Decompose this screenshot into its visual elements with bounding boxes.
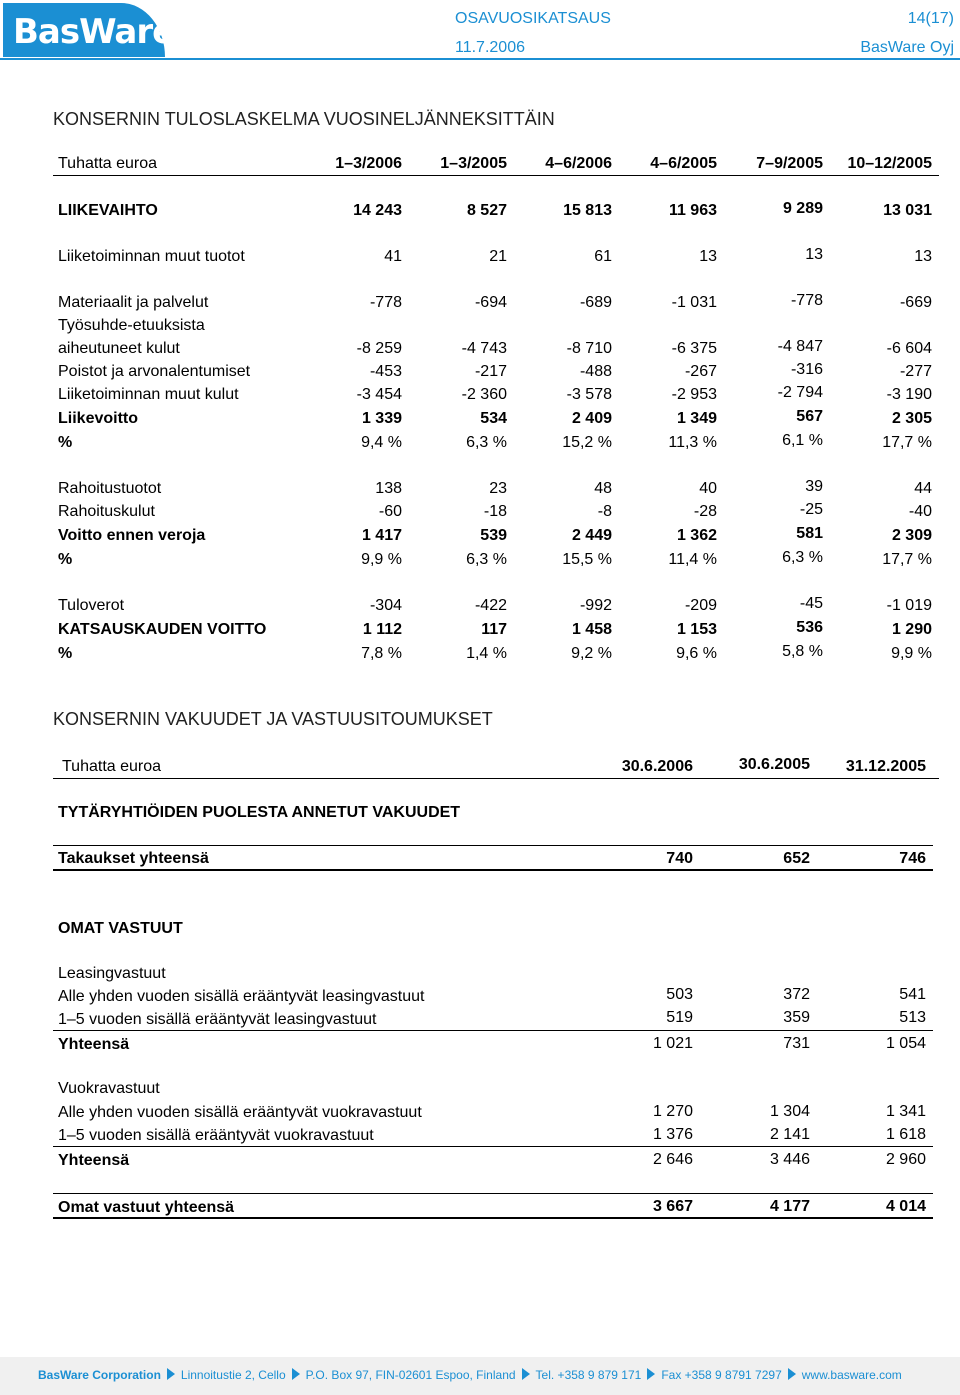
income-cell: -209 <box>684 597 717 614</box>
income-cell: 13 <box>914 248 932 265</box>
income-cell: 138 <box>375 480 402 497</box>
rent-total-label: Yhteensä <box>58 1152 130 1169</box>
income-cell: 11,4 % <box>668 551 717 568</box>
income-cell: 21 <box>489 248 507 265</box>
arrow-right-icon <box>522 1368 530 1380</box>
income-row-label: LIIKEVAIHTO <box>58 202 158 219</box>
guarantees-total-label: Takaukset yhteensä <box>58 850 209 867</box>
income-cell: 61 <box>594 248 612 265</box>
income-column-header: 1–3/2005 <box>440 155 507 172</box>
income-cell: 5,8 % <box>782 643 823 660</box>
income-column-header: 10–12/2005 <box>847 155 932 172</box>
income-cell: 1 362 <box>676 527 717 544</box>
income-cell: 1 349 <box>676 410 717 427</box>
income-row-label: % <box>58 551 73 568</box>
leasing-total-label: Yhteensä <box>58 1036 130 1053</box>
income-cell: -778 <box>790 292 823 309</box>
income-cell: -694 <box>474 294 507 311</box>
income-cell: -453 <box>369 363 402 380</box>
income-cell: 13 031 <box>883 202 932 219</box>
income-cell: 48 <box>594 480 612 497</box>
table-rule <box>53 778 939 779</box>
table-rule <box>53 845 933 846</box>
income-row-label: aiheutuneet kulut <box>58 340 180 357</box>
logo-text: BasWare <box>13 12 175 52</box>
income-cell: -8 710 <box>566 340 612 357</box>
income-cell: 23 <box>489 480 507 497</box>
income-unit-label: Tuhatta euroa <box>58 155 158 172</box>
income-cell: -60 <box>378 503 402 520</box>
own-liabilities-title: OMAT VASTUUT <box>58 920 183 937</box>
income-row-label: Tuloverot <box>58 597 125 614</box>
income-cell: -4 743 <box>461 340 507 357</box>
income-row-label: Työsuhde-etuuksista <box>58 317 205 334</box>
header-divider <box>0 58 960 60</box>
leasing-cell: 541 <box>899 986 926 1003</box>
income-statement-title: KONSERNIN TULOSLASKELMA VUOSINELJÄNNEKSITTÄIN <box>53 109 555 129</box>
income-cell: 9,2 % <box>571 645 612 662</box>
income-cell: 534 <box>480 410 507 427</box>
income-cell: 1 458 <box>571 621 612 638</box>
income-cell: 1 153 <box>676 621 717 638</box>
income-cell: -8 259 <box>356 340 402 357</box>
income-cell: 1 417 <box>361 527 402 544</box>
rent-total-cell: 2 646 <box>652 1151 693 1168</box>
income-cell: -3 578 <box>566 386 612 403</box>
income-row-label: Liiketoiminnan muut kulut <box>58 386 239 403</box>
income-cell: 15 813 <box>563 202 612 219</box>
income-cell: 539 <box>480 527 507 544</box>
income-cell: 11 963 <box>668 202 717 219</box>
income-cell: -8 <box>597 503 612 520</box>
own-liabilities-total-cell: 4 014 <box>885 1198 926 1215</box>
leasing-cell: 519 <box>666 1009 693 1026</box>
leasing-row-label: 1–5 vuoden sisällä erääntyvät leasingvastuut <box>58 1011 377 1028</box>
income-cell: -3 454 <box>356 386 402 403</box>
income-cell: -25 <box>799 501 823 518</box>
rent-total-cell: 3 446 <box>769 1151 810 1168</box>
income-cell: 6,3 % <box>466 434 507 451</box>
income-cell: -488 <box>579 363 612 380</box>
guarantees-total-cell: 746 <box>899 850 926 867</box>
income-cell: -422 <box>474 597 507 614</box>
income-cell: 581 <box>796 525 823 542</box>
table-rule <box>53 1030 933 1031</box>
income-cell: -2 360 <box>461 386 507 403</box>
rent-title: Vuokravastuut <box>58 1080 160 1097</box>
basware-logo <box>3 3 175 57</box>
income-cell: -689 <box>579 294 612 311</box>
income-cell: 2 449 <box>571 527 612 544</box>
guarantees-title: KONSERNIN VAKUUDET JA VASTUUSITOUMUKSET <box>53 709 493 729</box>
income-cell: -6 375 <box>671 340 717 357</box>
guarantees-column-header: 31.12.2005 <box>845 758 926 775</box>
table-rule <box>53 1146 933 1147</box>
subsidiary-guarantees-title: TYTÄRYHTIÖIDEN PUOLESTA ANNETUT VAKUUDET <box>58 804 461 821</box>
income-cell: 6,1 % <box>782 432 823 449</box>
income-cell: 11,3 % <box>668 434 717 451</box>
income-row-label: Rahoitustuotot <box>58 480 162 497</box>
own-liabilities-total-cell: 3 667 <box>652 1198 693 1215</box>
income-cell: 1 339 <box>361 410 402 427</box>
income-row-label: Liikevoitto <box>58 410 139 427</box>
income-cell: -2 794 <box>777 384 823 401</box>
income-cell: 44 <box>914 480 932 497</box>
footer-contact-item: Fax +358 9 8791 7297 <box>661 1368 782 1382</box>
income-column-header: 4–6/2005 <box>650 155 717 172</box>
rent-cell: 1 270 <box>652 1103 693 1120</box>
income-cell: 2 409 <box>571 410 612 427</box>
income-cell: 9,4 % <box>361 434 402 451</box>
own-liabilities-total-label: Omat vastuut yhteensä <box>58 1199 235 1216</box>
income-cell: 15,5 % <box>562 551 612 568</box>
income-column-header: 4–6/2006 <box>545 155 612 172</box>
rent-cell: 1 618 <box>885 1126 926 1143</box>
rent-cell: 1 341 <box>885 1103 926 1120</box>
income-cell: 9,9 % <box>891 645 932 662</box>
table-rule <box>53 869 933 871</box>
income-cell: -3 190 <box>886 386 932 403</box>
guarantees-column-header: 30.6.2005 <box>738 756 810 773</box>
income-cell: 40 <box>699 480 717 497</box>
table-rule <box>53 1217 933 1219</box>
income-cell: 15,2 % <box>562 434 612 451</box>
arrow-right-icon <box>167 1368 175 1380</box>
leasing-cell: 513 <box>899 1009 926 1026</box>
income-cell: -1 019 <box>886 597 932 614</box>
table-rule <box>53 175 939 176</box>
income-cell: 1 290 <box>891 621 932 638</box>
footer-contact <box>38 1368 902 1382</box>
income-cell: 13 <box>699 248 717 265</box>
arrow-right-icon <box>788 1368 796 1380</box>
arrow-right-icon <box>647 1368 655 1380</box>
income-cell: 1 112 <box>362 621 402 638</box>
income-cell: 9,6 % <box>676 645 717 662</box>
guarantees-column-header: 30.6.2006 <box>621 758 693 775</box>
page-number: 14(17) <box>907 10 954 27</box>
leasing-title: Leasingvastuut <box>58 965 166 982</box>
income-cell: 14 243 <box>353 202 402 219</box>
guarantees-unit-label: Tuhatta euroa <box>62 758 162 775</box>
income-cell: -6 604 <box>886 340 932 357</box>
income-cell: 13 <box>805 246 823 263</box>
income-cell: 9 289 <box>782 200 823 217</box>
guarantees-total-cell: 740 <box>666 850 693 867</box>
leasing-cell: 372 <box>783 986 810 1003</box>
income-column-header: 7–9/2005 <box>756 155 823 172</box>
income-cell: -669 <box>899 294 932 311</box>
income-cell: 2 309 <box>891 527 932 544</box>
footer-contact-item: Tel. +358 9 879 171 <box>535 1368 642 1382</box>
income-cell: 536 <box>796 619 823 636</box>
rent-row-label: Alle yhden vuoden sisällä erääntyvät vuokravastuut <box>58 1104 422 1121</box>
income-cell: 17,7 % <box>882 551 932 568</box>
income-cell: -45 <box>799 595 823 612</box>
income-cell: -316 <box>790 361 823 378</box>
rent-total-cell: 2 960 <box>885 1151 926 1168</box>
income-cell: -1 031 <box>671 294 717 311</box>
income-cell: -2 953 <box>671 386 717 403</box>
leasing-total-cell: 1 054 <box>885 1035 926 1052</box>
rent-row-label: 1–5 vuoden sisällä erääntyvät vuokravastuut <box>58 1127 374 1144</box>
income-cell: 6,3 % <box>782 549 823 566</box>
footer-contact-item: Linnoitustie 2, Cello <box>180 1368 286 1382</box>
income-column-header: 1–3/2006 <box>335 155 402 172</box>
own-liabilities-total-cell: 4 177 <box>769 1198 810 1215</box>
income-cell: -28 <box>693 503 717 520</box>
income-cell: -217 <box>474 363 507 380</box>
income-row-label: % <box>58 645 73 662</box>
income-cell: -4 847 <box>777 338 823 355</box>
arrow-right-icon <box>292 1368 300 1380</box>
leasing-total-cell: 1 021 <box>652 1035 693 1052</box>
doc-date: 11.7.2006 <box>455 39 525 56</box>
income-row-label: % <box>58 434 73 451</box>
footer-company: BasWare Corporation <box>38 1368 161 1382</box>
doc-title: OSAVUOSIKATSAUS <box>455 10 611 27</box>
income-cell: 17,7 % <box>882 434 932 451</box>
leasing-cell: 359 <box>783 1009 810 1026</box>
leasing-total-cell: 731 <box>783 1035 810 1052</box>
income-cell: -304 <box>369 597 402 614</box>
table-rule <box>53 1193 933 1194</box>
income-row-label: Materiaalit ja palvelut <box>58 294 209 311</box>
income-cell: -992 <box>579 597 612 614</box>
income-cell: -18 <box>483 503 507 520</box>
guarantees-total-cell: 652 <box>783 850 810 867</box>
income-cell: -277 <box>899 363 932 380</box>
income-row-label: Rahoituskulut <box>58 503 155 520</box>
leasing-row-label: Alle yhden vuoden sisällä erääntyvät leasingvastuut <box>58 988 425 1005</box>
income-cell: 1,4 % <box>466 645 507 662</box>
income-row-label: Liiketoiminnan muut tuotot <box>58 248 245 265</box>
rent-cell: 1 304 <box>769 1103 810 1120</box>
income-cell: 567 <box>796 408 823 425</box>
company-name: BasWare Oyj <box>860 39 954 56</box>
income-cell: -40 <box>908 503 932 520</box>
income-cell: 39 <box>805 478 823 495</box>
income-cell: 117 <box>481 621 507 638</box>
income-row-label: Poistot ja arvonalentumiset <box>58 363 251 380</box>
income-cell: 6,3 % <box>466 551 507 568</box>
income-cell: 2 305 <box>891 410 932 427</box>
income-cell: -267 <box>684 363 717 380</box>
income-cell: -778 <box>369 294 402 311</box>
income-row-label: Voitto ennen veroja <box>58 527 206 544</box>
rent-cell: 1 376 <box>652 1126 693 1143</box>
footer-website-link[interactable]: www.basware.com <box>801 1368 902 1382</box>
income-cell: 8 527 <box>466 202 507 219</box>
income-cell: 7,8 % <box>361 645 402 662</box>
rent-cell: 2 141 <box>769 1126 810 1143</box>
income-cell: 41 <box>384 248 402 265</box>
income-cell: 9,9 % <box>361 551 402 568</box>
footer-contact-item: P.O. Box 97, FIN-02601 Espoo, Finland <box>305 1368 516 1382</box>
leasing-cell: 503 <box>666 986 693 1003</box>
income-row-label: KATSAUSKAUDEN VOITTO <box>58 621 267 638</box>
